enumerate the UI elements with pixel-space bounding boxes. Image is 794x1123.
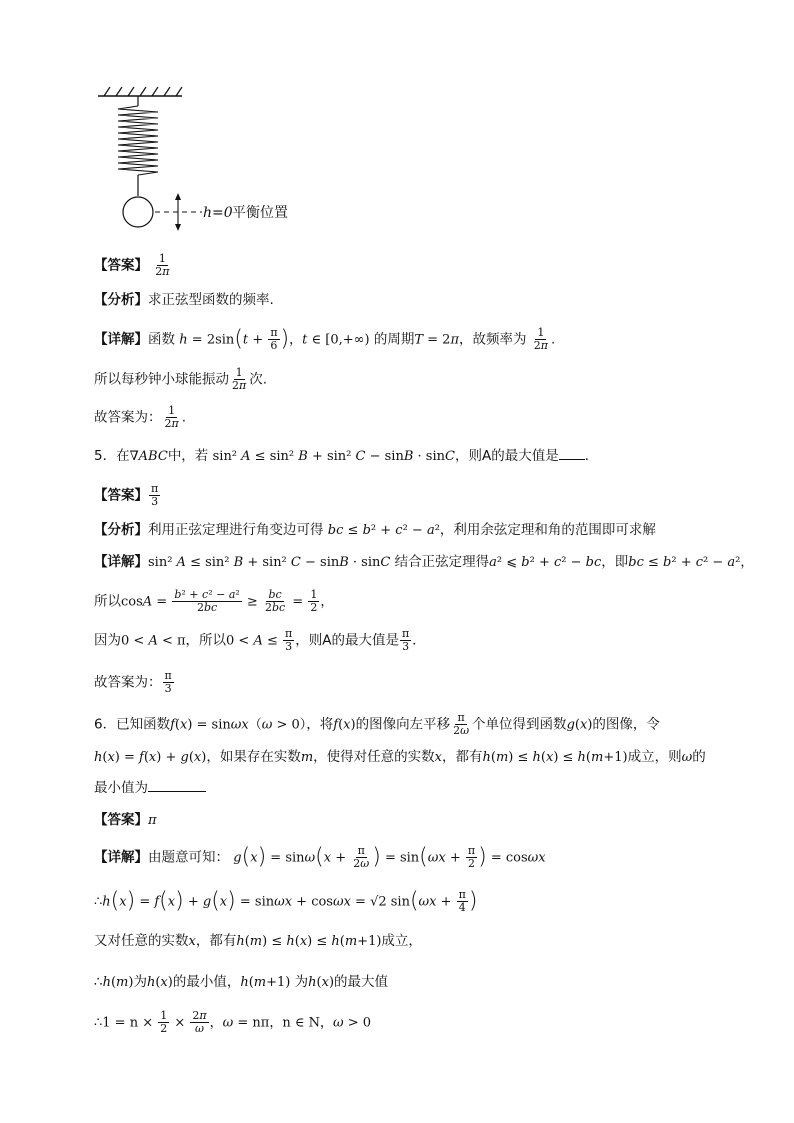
detail-line-6d: ∴h(m)为h(x)的最小值，h(m+1) 为h(x)的最大值	[94, 974, 389, 990]
ball	[123, 197, 153, 227]
detail-line-6e: ∴1 = n × $\frac{1}{2}$ × $\frac{2\pi}{\omega}$ ，ω = nπ，n ∈ N，ω > 0	[94, 1009, 372, 1035]
detail-line-1: 【详解】函数 h = 2sin(t + $\frac{\pi}{6}$ )，t ∈ [0,+∞) 的周期T = 2π，故频率为 $\frac{1}{2\pi}$ .	[94, 326, 556, 352]
detail-line-5: 【详解】sin² A ≤ sin² B + sin² C − sinB · sinC 结合正弦定理得a² ⩽ b² + c² − bc，即bc ≤ b² + c² − a²，	[94, 554, 754, 570]
detail-line-6: 【详解】由题意可知： g(x) = sinω(x + $\frac{\pi}{2\omega}$ ) = sin(ωx + $\frac{\pi}{2}$ ) = cosωx	[94, 844, 546, 870]
answer-line-5: 【答案】 $\frac{\pi}{3}$	[94, 482, 159, 508]
conclusion-line-5: 故答案为： $\frac{\pi}{3}$	[94, 669, 172, 695]
answer-line-1	[94, 253, 173, 278]
spring-coil	[118, 106, 158, 175]
analysis-label: 【分析】	[94, 292, 148, 308]
detail-line-6c: 又对任意的实数x，都有h(m) ≤ h(x) ≤ h(m+1)成立，	[94, 933, 422, 949]
analysis-line-5: 【分析】利用正弦定理进行角变边可得 bc ≤ b² + c² − a²，利用余弦定理和角的范围即可求解	[94, 522, 656, 538]
arrow-up-head	[175, 193, 181, 200]
formula-h-eq: h	[179, 332, 188, 348]
question-6-stem: 6．已知函数f(x) = sinωx（ω > 0），将f(x)的图像向左平移 $\frac{\pi}{2\omega}$ 个单位得到函数g(x)的图像，令	[94, 711, 660, 737]
detail-line-6b: ∴h(x) = f(x) + g(x) = sinωx + cosωx = √2 sin(ωx + $\frac{\pi}{4}$ )	[94, 888, 478, 914]
fraction-1-2pi: $\frac{1}{2\pi}$	[155, 252, 170, 278]
detail-line-5c: 因为0 < A < π，所以0 < A ≤ $\frac{\pi}{3}$ ，则A的最大值是 $\frac{\pi}{3}$ ．	[94, 627, 426, 653]
spring-figure	[92, 84, 322, 232]
answer-blank-5	[559, 447, 585, 460]
question-6-line2: h(x) = f(x) + g(x)，如果存在实数m，使得对任意的实数x，都有h(m) ≤ h(x) ≤ h(m+1)成立，则ω的	[94, 749, 706, 765]
analysis-text: 求正弦型函数的频率.	[148, 292, 274, 308]
detail-line-5b: 所以cosA = $\frac{\text{b² + c² − a²}}{2bc}$ ≥ $\frac{bc}{2bc}$ = $\frac{1}{2}$ ，	[94, 588, 334, 614]
question-6-line3: 最小值为	[94, 778, 206, 798]
answer-label: 【答案】	[94, 257, 148, 274]
detail-line-2: 所以每秒钟小球能振动 $\frac{1}{2\pi}$ 次.	[94, 366, 268, 392]
analysis-line-1	[94, 290, 274, 310]
answer-blank-6	[148, 779, 206, 792]
figure-caption-label: 平衡位置	[232, 205, 288, 221]
ceiling-hatch	[104, 87, 182, 96]
arrow-down-head	[175, 224, 181, 231]
answer-line-6: 【答案】π	[94, 812, 157, 828]
question-5-stem: 5．在∇ABC中，若 sin² A ≤ sin² B + sin² C − sinB · sinC，则A的最大值是 ．	[94, 448, 599, 464]
period-t: T	[414, 332, 424, 348]
conclusion-line-1: 故答案为： $\frac{1}{2\pi}$ .	[94, 404, 187, 430]
figure-caption-h: h=0	[203, 205, 233, 221]
detail-label: 【详解】	[94, 331, 148, 348]
